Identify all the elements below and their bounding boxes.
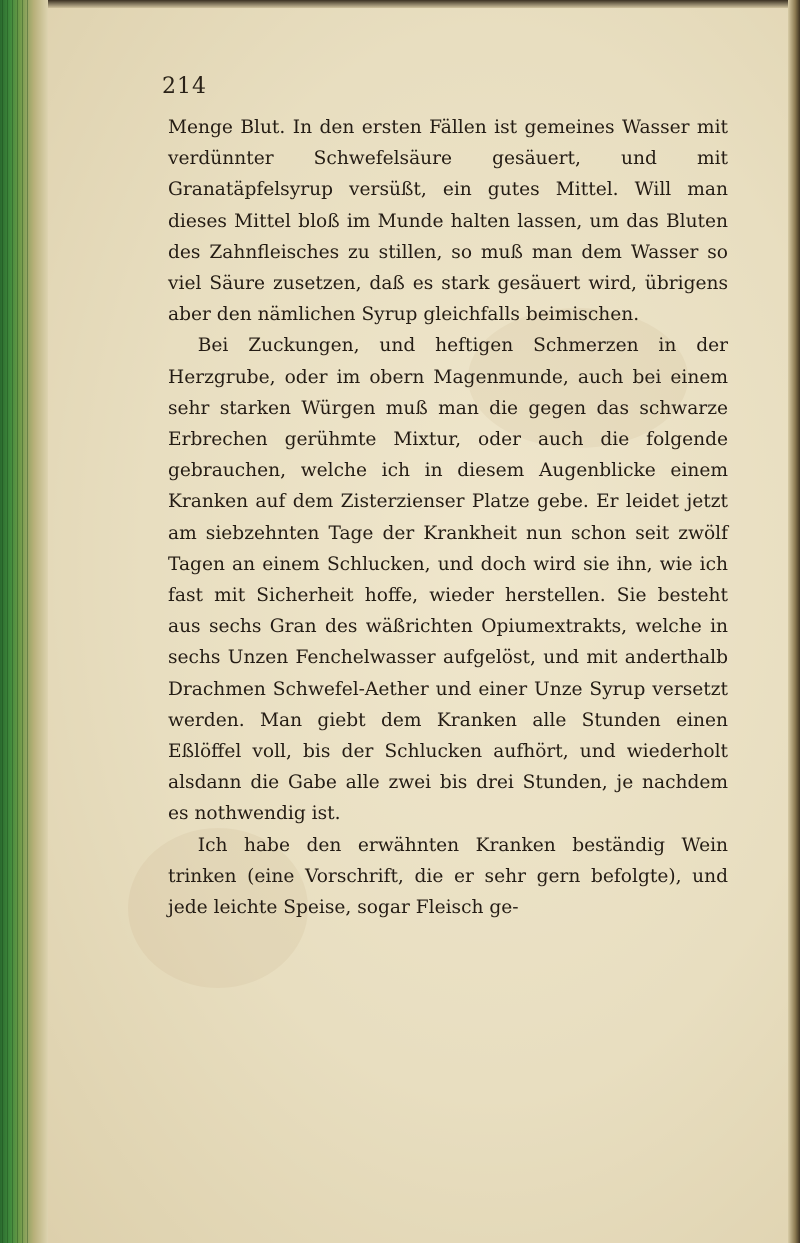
paragraph: Bei Zuckungen, und heftigen Schmerzen in der Herzgrube, oder im obern Magenmunde, auch bei einem sehr starken Würgen muß man die gegen das schwarze Erbrechen gerühmte Mixtur, oder auch die folgende gebrauchen, welche ich in diesem Augenblicke einem Kranken auf dem Zisterzienser Platze gebe. Er leidet jetzt am siebzehnten Tage der Krankheit nun schon seit zwölf Tagen an einem Schlucken, und doch wird sie ihn, wie ich fast mit Sicherheit hoffe, wieder herstellen. Sie besteht aus sechs Gran des wäßrichten Opiumextrakts, welche in sechs Unzen Fenchelwasser aufgelöst, und mit anderthalb Drachmen Schwefel-Aether und einer Unze Syrup versetzt werden. Man giebt dem Kranken alle Stunden einen Eßlöffel voll, bis der Schlucken aufhört, und wiederholt alsdann die Gabe alle zwei bis drei Stunden, je nachdem es nothwendig ist.: [168, 335, 728, 825]
page-top-edge: [0, 0, 800, 8]
paragraph: Ich habe den erwähnten Kranken beständig Wein trinken (eine Vorschrift, die er sehr gern befolgte), und jede leichte Speise, sogar Fleisch ge-: [168, 834, 728, 919]
binding-texture: [2, 0, 32, 1243]
paragraph: Menge Blut. In den ersten Fällen ist gemeines Wasser mit verdünnter Schwefelsäure gesäuert, und mit Granatäpfelsyrup versüßt, ein gutes Mittel. Will man dieses Mittel bloß im Munde halten lassen, um das Bluten des Zahnfleisches zu stillen, so muß man dem Wasser so viel Säure zusetzen, daß es stark gesäuert wird, übrigens aber den nämlichen Syrup gleichfalls beimischen.: [168, 117, 728, 326]
page-number: 214: [162, 74, 207, 99]
body-text: [168, 112, 728, 923]
book-binding: [0, 0, 48, 1243]
page-right-edge: [788, 0, 800, 1243]
